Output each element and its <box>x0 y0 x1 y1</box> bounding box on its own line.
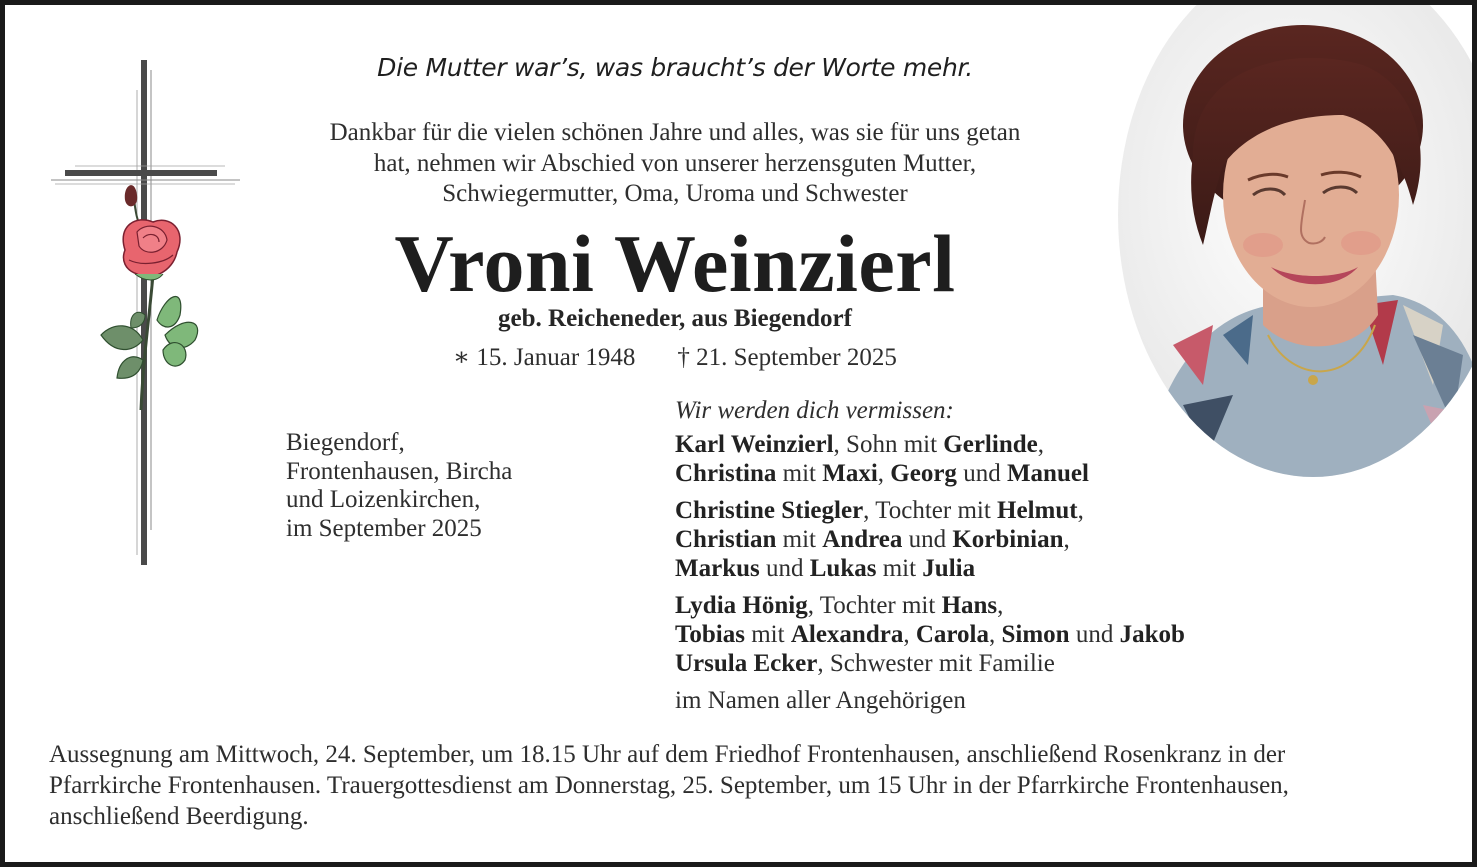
mourner-name: Simon <box>1001 621 1070 648</box>
place-line: Biegendorf, <box>286 429 405 456</box>
mourner-text: , <box>997 592 1004 619</box>
mourner-group <box>675 430 1185 488</box>
mourner-name: Hans <box>941 592 998 619</box>
place-line: und Loizenkirchen, <box>286 486 481 513</box>
mourner-group <box>675 686 1185 715</box>
mourner-name: Ursula Ecker <box>675 650 818 677</box>
intro-line: hat, nehmen wir Abschied von unserer herzensguten Mutter, <box>373 149 977 177</box>
intro-text <box>260 118 1090 210</box>
mourner-name: Korbinian <box>952 526 1064 553</box>
mourner-name: Alexandra <box>790 621 904 648</box>
mourner-line <box>675 649 1185 678</box>
mourner-name: Jakob <box>1119 621 1185 648</box>
life-dates <box>265 342 1085 372</box>
mourner-text: im Namen aller Angehörigen <box>675 687 966 714</box>
rose-icon <box>123 220 180 280</box>
place-line: Frontenhausen, Bircha <box>286 457 513 485</box>
mourner-name: Manuel <box>1006 460 1089 487</box>
mourner-text: mit <box>776 526 823 553</box>
mourner-text: , Tochter mit <box>863 497 998 524</box>
mourner-line <box>675 591 1185 620</box>
mourner-text: , <box>903 621 916 648</box>
mourner-name: Lukas <box>809 555 877 582</box>
mourner-line <box>675 496 1185 525</box>
mourner-text: , Sohn mit <box>833 431 944 458</box>
mourner-name: Tobias <box>675 621 745 648</box>
mourners-heading: Wir werden dich vermissen: <box>675 397 954 424</box>
mourner-name: Lydia Hönig <box>675 592 808 619</box>
mourner-text: , <box>1037 431 1044 458</box>
mourners-list <box>675 430 1185 723</box>
mourner-text: , Tochter mit <box>807 592 942 619</box>
mourner-name: Karl Weinzierl <box>675 431 834 458</box>
mourner-name: Helmut <box>997 497 1078 524</box>
mourner-text: mit <box>776 460 823 487</box>
death-date: † 21. September 2025 <box>677 344 897 371</box>
place-line: im September 2025 <box>286 514 482 542</box>
funeral-details <box>49 739 1449 832</box>
mourner-line <box>675 430 1185 459</box>
mourner-line <box>675 554 1185 583</box>
mourner-text: und <box>1069 621 1120 648</box>
mourner-name: Christian <box>675 526 777 553</box>
mourner-name: Maxi <box>822 460 878 487</box>
motto-heading: Die Mutter war’s, was braucht’s der Worte mehr. <box>377 53 973 82</box>
mourner-text: und <box>759 555 810 582</box>
mourner-name: Carola <box>915 621 989 648</box>
mourner-text: und <box>902 526 953 553</box>
mourner-line <box>675 459 1185 488</box>
mourner-name: Christina <box>675 460 777 487</box>
mourner-text: , <box>877 460 891 487</box>
mourner-name: Christine Stiegler <box>675 497 864 524</box>
mourner-line <box>675 620 1185 649</box>
footer-line: Pfarrkirche Frontenhausen. Trauergottesdienst am Donnerstag, 25. September, um 15 Uhr in der Pfarrkirche Frontenhausen, <box>49 772 1289 799</box>
mourner-text: , Schwester mit Familie <box>817 650 1055 677</box>
mourner-name: Markus <box>675 555 760 582</box>
mourner-text: , <box>1063 526 1070 553</box>
portrait-photo <box>1113 5 1473 485</box>
birth-date: ∗ 15. Januar 1948 <box>453 344 636 371</box>
mourner-text: und <box>956 460 1007 487</box>
mourner-line <box>675 686 1185 715</box>
mourner-name: Georg <box>890 460 957 487</box>
mourner-name: Gerlinde <box>943 431 1038 458</box>
place-and-date <box>286 429 512 543</box>
mourner-group <box>675 591 1185 678</box>
intro-line: Dankbar für die vielen schönen Jahre und alles, was sie für uns getan <box>329 119 1021 146</box>
mourner-text: mit <box>876 555 923 582</box>
mourner-text: , <box>1077 497 1084 524</box>
cross-with-rose-icon <box>45 60 245 575</box>
rose-leaf <box>157 296 181 326</box>
intro-line: Schwiegermutter, Oma, Uroma und Schwester <box>442 180 908 207</box>
footer-line: anschließend Beerdigung. <box>49 803 309 830</box>
mourner-name: Andrea <box>822 526 903 553</box>
mourner-group <box>675 496 1185 583</box>
footer-line: Aussegnung am Mittwoch, 24. September, um 18.15 Uhr auf dem Friedhof Frontenhausen, anschließend Rosenkranz in der <box>49 741 1286 768</box>
deceased-name: Vroni Weinzierl <box>394 218 956 309</box>
mourner-line <box>675 525 1185 554</box>
mourner-text: , <box>988 621 1002 648</box>
birth-name-info: geb. Reicheneder, aus Biegendorf <box>498 305 852 332</box>
mourner-text: mit <box>744 621 791 648</box>
mourner-name: Julia <box>922 555 976 582</box>
